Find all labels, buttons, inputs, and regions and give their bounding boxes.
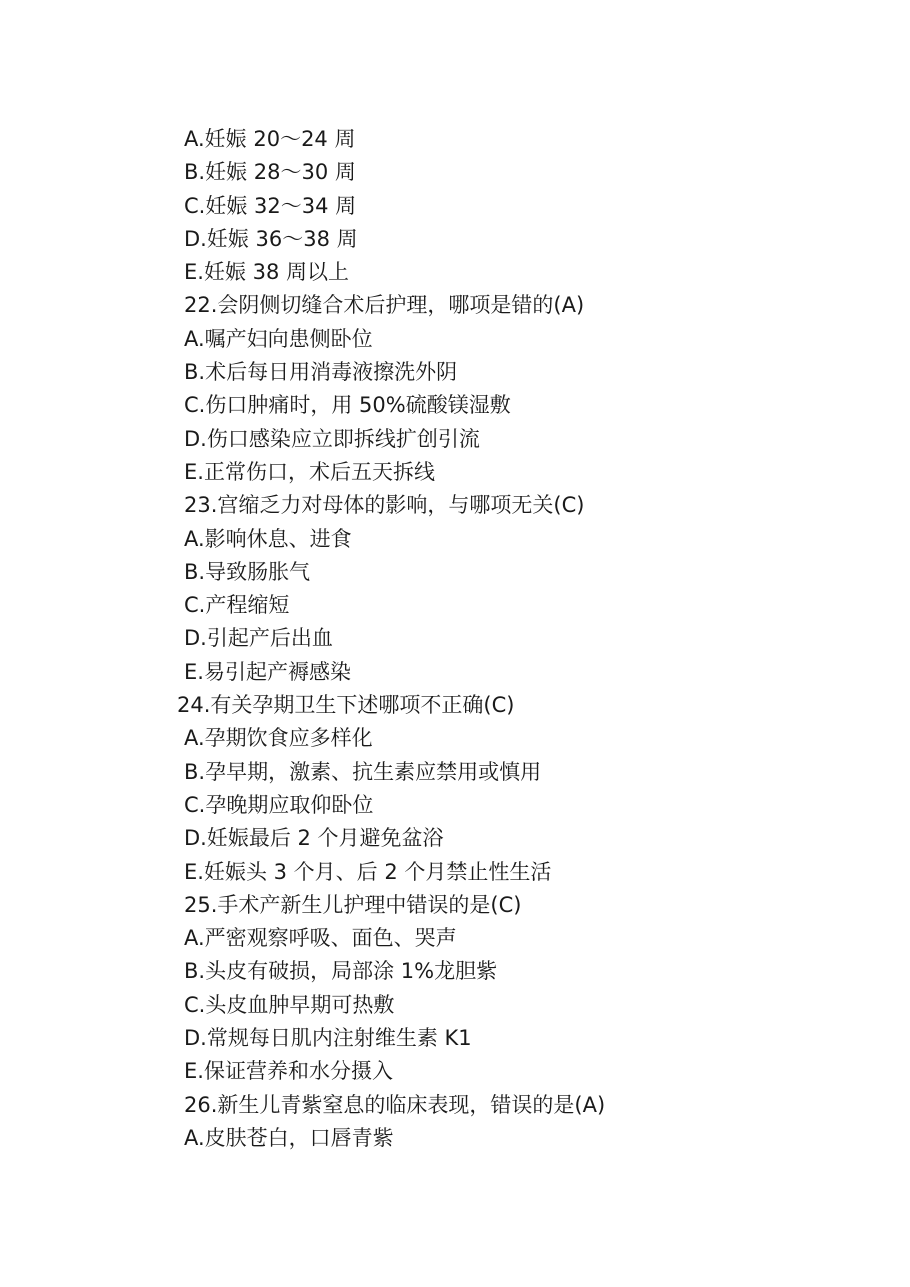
answer-option: D.妊娠 36～38 周 — [184, 226, 358, 251]
answer-option: E.正常伤口，术后五天拆线 — [184, 459, 435, 484]
answer-option: A.孕期饮食应多样化 — [184, 726, 373, 751]
answer-option: A.严密观察呼吸、面色、哭声 — [184, 926, 457, 951]
question-list — [0, 123, 910, 1155]
answer-option: A.皮肤苍白，口唇青紫 — [184, 1125, 394, 1150]
answer-option: C.产程缩短 — [184, 593, 290, 618]
question-text: 26.新生儿青紫窒息的临床表现，错误的是(A) — [184, 1092, 606, 1117]
answer-option: B.孕早期，激素、抗生素应禁用或慎用 — [184, 759, 542, 784]
answer-option: A.嘱产妇向患侧卧位 — [184, 326, 373, 351]
answer-option: E.妊娠头 3 个月、后 2 个月禁止性生活 — [184, 859, 552, 884]
question-text: 23.宫缩乏力对母体的影响，与哪项无关(C) — [184, 493, 585, 518]
question-text: 22.会阴侧切缝合术后护理，哪项是错的(A) — [184, 293, 585, 318]
answer-option: D.伤口感染应立即拆线扩创引流 — [184, 426, 480, 451]
answer-option: C.伤口肿痛时，用 50%硫酸镁湿敷 — [184, 393, 511, 418]
answer-option: D.妊娠最后 2 个月避免盆浴 — [184, 826, 444, 851]
answer-option: B.妊娠 28～30 周 — [184, 160, 356, 185]
answer-option: B.术后每日用消毒液擦洗外阴 — [184, 360, 458, 385]
answer-option: A.妊娠 20～24 周 — [184, 127, 356, 151]
answer-option: E.易引起产褥感染 — [184, 659, 351, 684]
answer-option: B.导致肠胀气 — [184, 559, 311, 584]
answer-option: C.头皮血肿早期可热敷 — [184, 992, 395, 1017]
question-text: 25.手术产新生儿护理中错误的是(C) — [184, 892, 522, 917]
answer-option: E.保证营养和水分摄入 — [184, 1059, 393, 1084]
answer-option: C.孕晚期应取仰卧位 — [184, 792, 374, 817]
answer-option: E.妊娠 38 周以上 — [184, 260, 350, 285]
answer-option: D.引起产后出血 — [184, 626, 333, 651]
answer-option: A.影响休息、进食 — [184, 526, 352, 551]
answer-option: C.妊娠 32～34 周 — [184, 193, 357, 218]
answer-option: D.常规每日肌内注射维生素 K1 — [184, 1026, 472, 1051]
question-text: 24.有关孕期卫生下述哪项不正确(C) — [177, 693, 515, 718]
answer-option: B.头皮有破损，局部涂 1%龙胆紫 — [184, 959, 498, 984]
